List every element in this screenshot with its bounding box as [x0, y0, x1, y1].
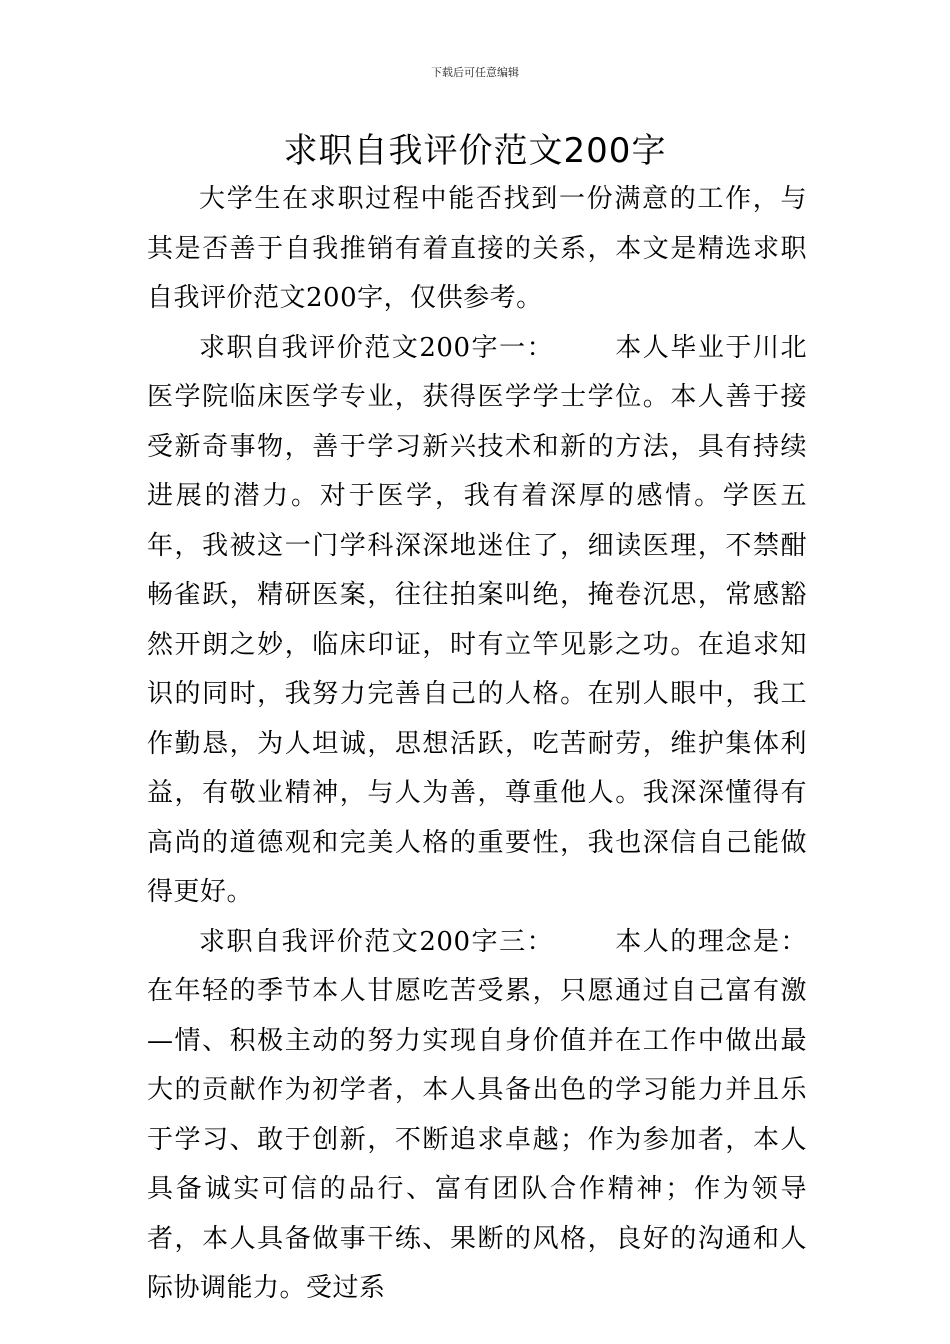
section-2-paragraph [147, 918, 807, 1314]
section-1-heading: 求职自我评价范文200字一： [199, 332, 555, 363]
section-1-body: 本人毕业于川北医学院临床医学专业，获得医学学士学位。本人善于接受新奇事物，善于学习新兴技术和新的方法，具有持续进展的潜力。对于医学，我有着深厚的感情。学医五年，我被这一门学科深深地迷住了，细读医理，不禁酣畅雀跃，精研医案，往往拍案叫绝，掩卷沉思，常感豁然开朗之妙，临床印证，时有立竿见影之功。在追求知识的同时，我努力完善自己的人格。在别人眼中，我工作勤恳，为人坦诚，思想活跃，吃苦耐劳，维护集体利益，有敬业精神，与人为善，尊重他人。我深深懂得有高尚的道德观和完美人格的重要性，我也深信自己能做得更好。 [147, 332, 807, 907]
section-2-body: 本人的理念是：在年轻的季节本人甘愿吃苦受累，只愿通过自己富有激—情、积极主动的努力实现自身价值并在工作中做出最大的贡献作为初学者，本人具备出色的学习能力并且乐于学习、敢于创新，不断追求卓越；作为参加者，本人具备诚实可信的品行、富有团队合作精神；作为领导者，本人具备做事干练、果断的风格，良好的沟通和人际协调能力。受过系 [147, 926, 807, 1303]
section-1-paragraph [147, 324, 807, 918]
page-header-note: 下载后可任意编辑 [431, 66, 519, 79]
document-title: 求职自我评价范文200字 [283, 131, 667, 171]
section-2-heading: 求职自我评价范文200字三： [199, 926, 555, 957]
intro-paragraph: 大学生在求职过程中能否找到一份满意的工作，与其是否善于自我推销有着直接的关系，本文是精选求职自我评价范文200字，仅供参考。 [147, 184, 807, 313]
document-body [147, 175, 807, 1314]
